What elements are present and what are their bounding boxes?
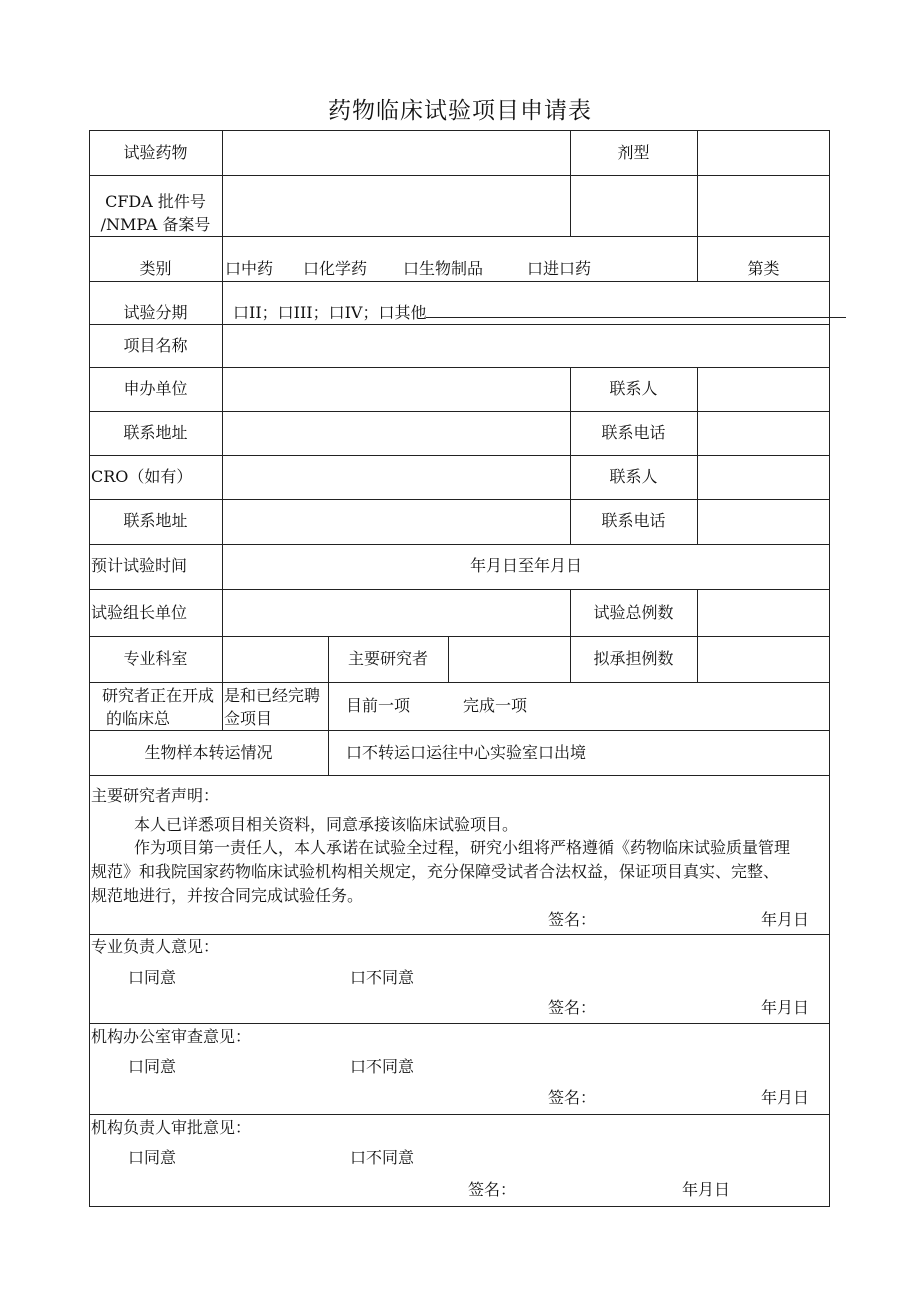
row-divider xyxy=(89,775,830,776)
phase-other-blank[interactable] xyxy=(426,303,846,318)
category-label: 类别 xyxy=(139,259,172,278)
row-divider xyxy=(89,636,830,637)
total-cases-label: 试验总例数 xyxy=(593,603,674,622)
sponsor-phone-label: 联系电话 xyxy=(601,423,666,442)
ongoing-label-line1: 研究者正在开成 xyxy=(102,686,215,705)
phase-label: 试验分期 xyxy=(123,303,188,322)
page-title: 药物临床试验项目申请表 xyxy=(328,98,592,124)
phase-options-text: 口II；口III；口IV；口其他 xyxy=(233,303,427,322)
row-divider xyxy=(89,1114,830,1115)
project-name-input[interactable] xyxy=(224,326,827,365)
row-divider xyxy=(89,682,830,683)
sponsor-contact-label: 联系人 xyxy=(609,379,658,398)
dept-head-agree[interactable]: 口同意 xyxy=(128,968,177,987)
office-review-heading: 机构办公室审查意见： xyxy=(91,1027,252,1046)
category-option-biologic[interactable]: 口生物制品 xyxy=(403,259,484,278)
ongoing-label-line4: 佥项目 xyxy=(224,709,273,728)
planned-cases-label: 拟承担例数 xyxy=(593,649,674,668)
phase-options[interactable] xyxy=(233,303,846,323)
approval-label-line1: CFDA 批件号 xyxy=(105,192,206,211)
completed-projects[interactable]: 完成一项 xyxy=(463,696,528,715)
dosage-input[interactable] xyxy=(699,133,827,173)
dept-head-disagree[interactable]: 口不同意 xyxy=(350,968,415,987)
sponsor-label: 申办单位 xyxy=(123,379,188,398)
row-divider xyxy=(89,175,830,176)
period-label: 预计试验时间 xyxy=(91,556,188,575)
sample-label: 生物样本转运情况 xyxy=(144,743,273,762)
row-divider xyxy=(89,236,830,237)
col-divider xyxy=(222,130,223,730)
dept-head-sign[interactable]: 签名： xyxy=(548,998,597,1017)
dept-head-opinion-heading: 专业负责人意见： xyxy=(91,937,220,956)
declaration-date[interactable]: 年月日 xyxy=(761,910,810,929)
institution-head-agree[interactable]: 口同意 xyxy=(128,1148,177,1167)
row-divider xyxy=(89,730,830,731)
office-review-disagree[interactable]: 口不同意 xyxy=(350,1057,415,1076)
category-option-chemical[interactable]: 口化学药 xyxy=(303,259,368,278)
cro-label: CRO（如有） xyxy=(91,467,193,486)
declaration-sign[interactable]: 签名： xyxy=(548,910,597,929)
declaration-line4: 规范地进行，并按合同完成试验任务。 xyxy=(91,886,364,905)
cro-contact-label: 联系人 xyxy=(609,467,658,486)
sample-options[interactable]: 口不转运口运往中心实验室口出境 xyxy=(346,743,587,762)
col-divider xyxy=(697,367,698,544)
category-option-tcm[interactable]: 口中药 xyxy=(225,259,274,278)
office-review-date[interactable]: 年月日 xyxy=(761,1088,810,1107)
row-divider xyxy=(89,411,830,412)
ongoing-label-line2: 的临床总 xyxy=(106,709,171,728)
project-name-label: 项目名称 xyxy=(123,336,188,355)
drug-input[interactable] xyxy=(224,133,568,173)
ongoing-label-line3: 是和已经完聘 xyxy=(224,686,321,705)
row-divider xyxy=(89,455,830,456)
declaration-line3: 规范》和我院国家药物临床试验机构相关规定，充分保障受试者合法权益，保证项目真实、完整、 xyxy=(91,862,780,881)
category-option-imported[interactable]: 口进口药 xyxy=(527,259,592,278)
col-divider xyxy=(697,589,698,682)
institution-head-sign[interactable]: 签名： xyxy=(468,1180,517,1199)
office-review-agree[interactable]: 口同意 xyxy=(128,1057,177,1076)
row-divider xyxy=(89,1023,830,1024)
drug-label: 试验药物 xyxy=(123,143,188,162)
row-divider xyxy=(89,544,830,545)
department-label: 专业科室 xyxy=(123,649,188,668)
dept-head-date[interactable]: 年月日 xyxy=(761,998,810,1017)
declaration-line1: 本人已详悉项目相关资料，同意承接该临床试验项目。 xyxy=(134,815,519,834)
institution-head-date[interactable]: 年月日 xyxy=(682,1180,731,1199)
current-projects[interactable]: 目前一项 xyxy=(346,696,411,715)
category-class: 第类 xyxy=(747,259,780,278)
row-divider xyxy=(89,589,830,590)
row-divider xyxy=(89,499,830,500)
col-divider xyxy=(448,636,449,682)
institution-head-disagree[interactable]: 口不同意 xyxy=(350,1148,415,1167)
cro-phone-label: 联系电话 xyxy=(601,511,666,530)
office-review-sign[interactable]: 签名： xyxy=(548,1088,597,1107)
row-divider xyxy=(89,367,830,368)
declaration-heading: 主要研究者声明： xyxy=(91,786,220,805)
cro-address-label: 联系地址 xyxy=(123,511,188,530)
leader-unit-label: 试验组长单位 xyxy=(91,603,188,622)
declaration-line2: 作为项目第一责任人，本人承诺在试验全过程，研究小组将严格遵循《药物临床试验质量管理 xyxy=(134,838,791,857)
row-divider xyxy=(89,324,830,325)
approval-label-line2: /NMPA 备案号 xyxy=(100,215,211,234)
sponsor-address-label: 联系地址 xyxy=(123,423,188,442)
approval-input[interactable] xyxy=(224,178,827,234)
row-divider xyxy=(89,934,830,935)
row-divider xyxy=(89,281,830,282)
pi-label: 主要研究者 xyxy=(347,649,428,668)
dosage-label: 剂型 xyxy=(617,143,650,162)
period-value[interactable]: 年月日至年月日 xyxy=(469,556,582,575)
institution-head-heading: 机构负责人审批意见： xyxy=(91,1118,252,1137)
